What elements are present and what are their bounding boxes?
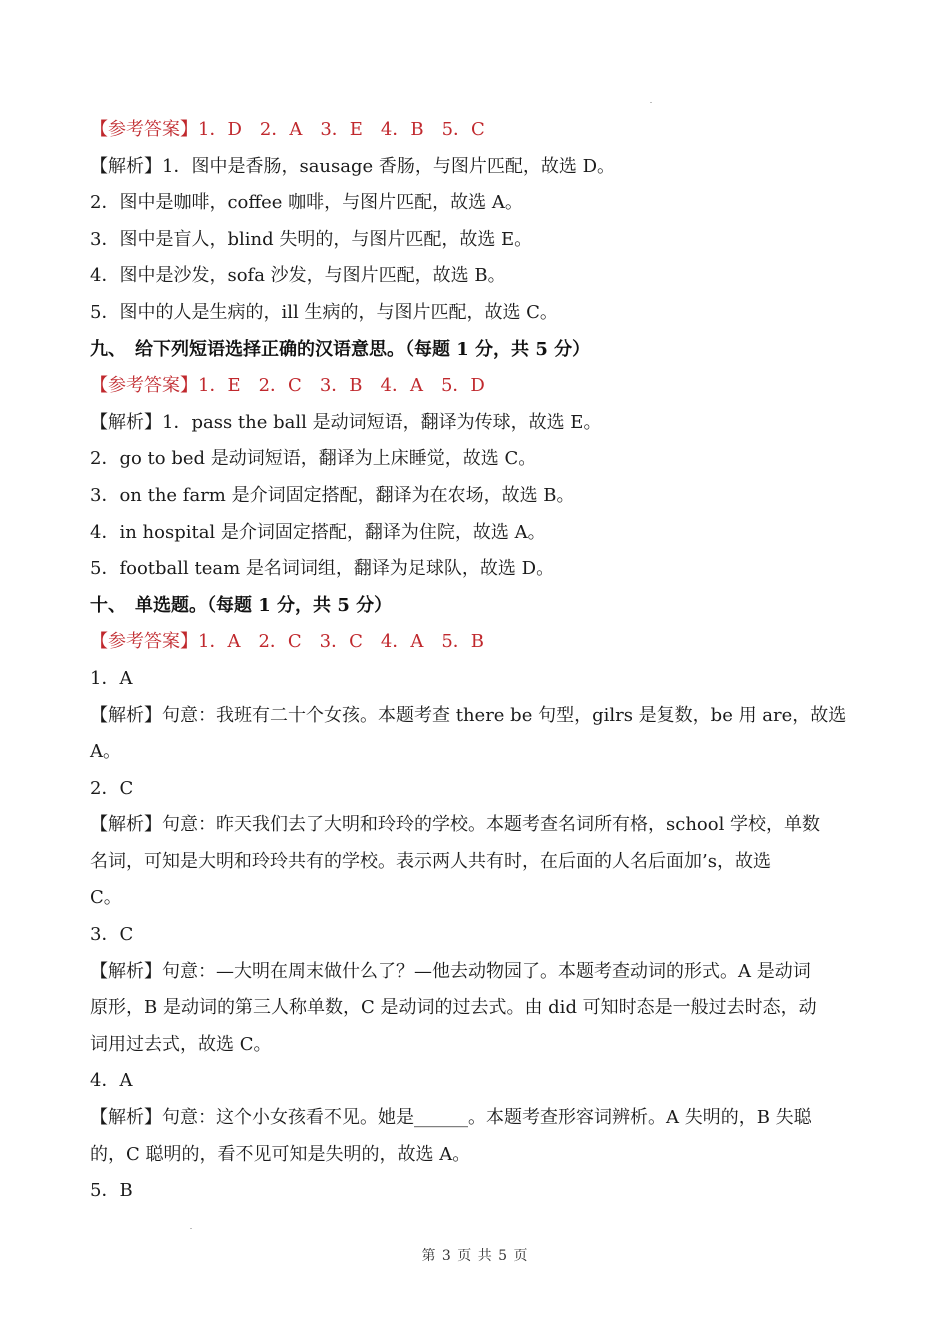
section-heading: 九、 给下列短语选择正确的汉语意思。（每题 1 分，共 5 分） [90, 338, 591, 360]
analysis-line: 【解析】句意：—大明在周末做什么了？—他去动物园了。本题考查动词的形式。A 是动词 [90, 960, 811, 982]
analysis-line: 的，C 聪明的，看不见可知是失明的，故选 A。 [90, 1143, 471, 1165]
analysis-line: 3．图中是盲人，blind 失明的，与图片匹配，故选 E。 [90, 228, 533, 250]
analysis-line: 5．football team 是名词词组，翻译为足球队，故选 D。 [90, 558, 555, 580]
analysis-line: 2．go to bed 是动词短语，翻译为上床睡觉，故选 C。 [90, 448, 537, 470]
analysis-line: 4．图中是沙发，sofa 沙发，与图片匹配，故选 B。 [90, 265, 506, 287]
analysis-line: 【解析】1．pass the ball 是动词短语，翻译为传球，故选 E。 [90, 411, 602, 433]
analysis-line: 【解析】句意：我班有二十个女孩。本题考查 there be 句型，gilrs 是复数，be 用 are，故选 [90, 704, 847, 726]
analysis-line: 5．图中的人是生病的，ill 生病的，与图片匹配，故选 C。 [90, 301, 558, 323]
answer-analysis-content [90, 112, 860, 1210]
question-answer: 3．C [90, 924, 134, 946]
page-number-footer: 第 3 页 共 5 页 [421, 1248, 529, 1264]
analysis-line: 3．on the farm 是介词固定搭配，翻译为在农场，故选 B。 [90, 484, 575, 506]
analysis-line: 4．in hospital 是介词固定搭配，翻译为住院，故选 A。 [90, 521, 546, 543]
analysis-line: 原形，B 是动词的第三人称单数，C 是动词的过去式。由 did 可知时态是一般过去时态，动 [90, 997, 817, 1019]
analysis-line: 2．图中是咖啡，coffee 咖啡，与图片匹配，故选 A。 [90, 192, 523, 214]
question-answer: 4．A [90, 1070, 133, 1092]
question-answer: 2．C [90, 777, 134, 799]
reference-answer: 【参考答案】1．A 2．C 3．C 4．A 5．B [90, 631, 485, 653]
analysis-line: 【解析】句意：这个小女孩看不见。她是______。本题考查形容词辨析。A 失明的，B 失聪 [90, 1107, 812, 1129]
reference-answer: 【参考答案】1．D 2．A 3．E 4．B 5．C [90, 119, 485, 140]
analysis-line: C。 [90, 887, 122, 909]
reference-answer: 【参考答案】1．E 2．C 3．B 4．A 5．D [90, 375, 485, 397]
scan-dot [650, 102, 652, 103]
question-answer: 1．A [90, 667, 133, 689]
analysis-line: 词用过去式，故选 C。 [90, 1033, 272, 1055]
scan-dot [190, 1228, 192, 1229]
analysis-line: A。 [90, 741, 121, 763]
analysis-line: 【解析】句意：昨天我们去了大明和玲玲的学校。本题考查名词所有格，school 学校，单数 [90, 814, 821, 836]
analysis-line: 名词，可知是大明和玲玲共有的学校。表示两人共有时，在后面的人名后面加’s，故选 [90, 850, 771, 872]
analysis-line: 【解析】1．图中是香肠，sausage 香肠，与图片匹配，故选 D。 [90, 155, 616, 177]
section-heading: 十、 单选题。（每题 1 分，共 5 分） [90, 594, 393, 616]
question-answer: 5．B [90, 1180, 133, 1202]
